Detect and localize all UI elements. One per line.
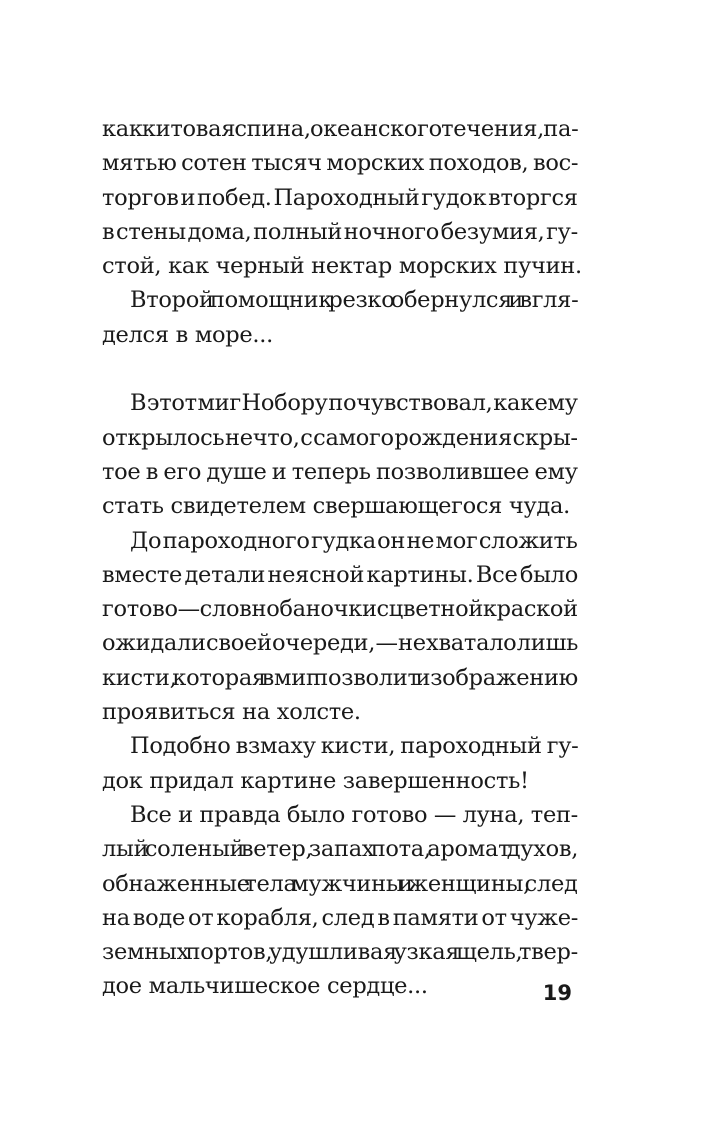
text-line: земных портов, удушливая узкая щель, твер-	[102, 939, 578, 966]
text-line: лый соленый ветер, запах пота, аромат духов,	[102, 836, 579, 863]
text-line: торгов и побед. Пароходный гудок вторгся	[102, 184, 578, 211]
paragraph-gap	[102, 352, 578, 386]
text-line: делся в море...	[102, 321, 273, 348]
paragraph	[102, 798, 578, 1004]
text-line: вместе детали неясной картины. Все было	[102, 561, 579, 588]
text-line: мятью сотен тысяч морских походов, вос-	[102, 150, 579, 177]
text-line: тое в его душе и теперь позволившее ему	[102, 458, 578, 485]
text-line: в стены дома, полный ночного безумия, гу-	[102, 218, 578, 245]
text-line: кисти, которая вмиг позволит изображению	[102, 664, 578, 691]
text-line: как китовая спина, океанского течения, па-	[102, 116, 579, 142]
text-line: стать свидетелем свершающегося чуда.	[102, 493, 570, 520]
text-line: стой, как черный нектар морских пучин.	[102, 253, 582, 280]
text-line: Все и правда было готово — луна, теп-	[130, 801, 578, 828]
paragraph	[102, 524, 578, 730]
body-text	[102, 112, 582, 1004]
text-line: До пароходного гудка он не мог сложить	[130, 527, 578, 554]
text-line: проявиться на холсте.	[102, 699, 361, 726]
text-line: В этот миг Нобору почувствовал, как ему	[130, 390, 578, 417]
text-line: обнаженные тела мужчины и женщины, след	[102, 870, 578, 897]
text-line: на воде от корабля, след в памяти от чуже-	[102, 904, 579, 931]
text-line: док придал картине завершенность!	[102, 767, 529, 794]
text-line: Второй помощник резко обернулся и вгля-	[130, 287, 579, 314]
paragraph	[102, 729, 578, 798]
page-number: 19	[542, 981, 572, 1005]
text-line: Подобно взмаху кисти, пароходный гу-	[130, 733, 579, 760]
text-line: дое мальчишеское сердце...	[102, 973, 428, 1000]
paragraph	[102, 283, 578, 352]
paragraph	[102, 112, 582, 283]
text-line: открылось нечто, с самого рождения скры-	[102, 424, 578, 451]
text-line: ожидали своей очереди, — не хватало лишь	[102, 630, 579, 657]
text-line: готово — словно баночки с цветной краской	[102, 596, 578, 623]
paragraph	[102, 386, 578, 523]
